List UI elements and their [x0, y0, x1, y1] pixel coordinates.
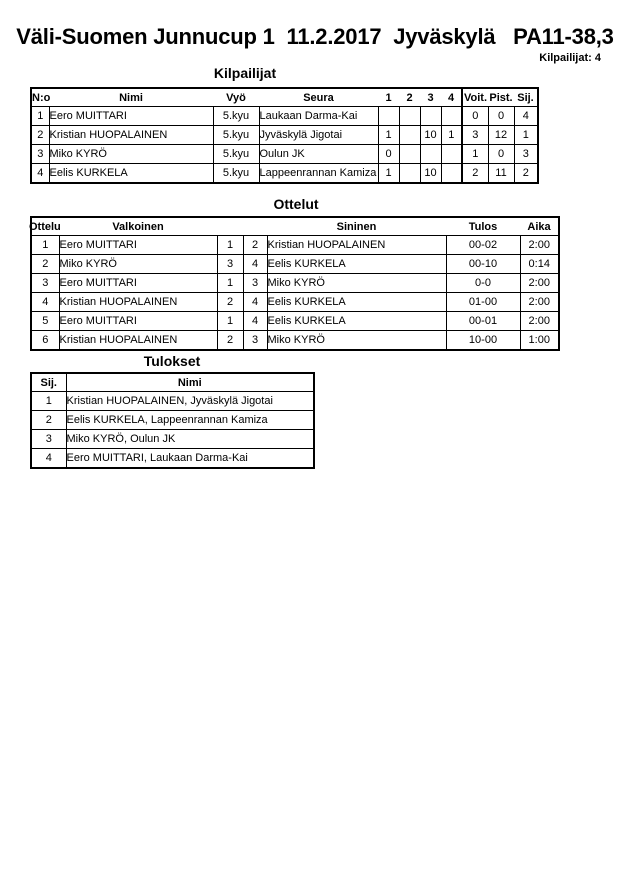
blue-number-cell: 3 [243, 331, 267, 351]
competitors-header-row [31, 88, 538, 107]
result-cell: 0-0 [446, 274, 520, 293]
name-club-cell: Eero MUITTARI, Laukaan Darma-Kai [66, 449, 314, 469]
match-row [31, 312, 559, 331]
col-round1-header: 1 [378, 88, 399, 107]
round3-score-cell: 10 [420, 164, 441, 184]
competitor-number-cell: 2 [31, 126, 49, 145]
competitor-row [31, 164, 538, 184]
match-number-cell: 6 [31, 331, 59, 351]
round4-score-cell [441, 107, 462, 126]
blue-name-cell: Eelis KURKELA [267, 293, 446, 312]
match-number-cell: 4 [31, 293, 59, 312]
competitor-row [31, 126, 538, 145]
round1-score-cell: 1 [378, 164, 399, 184]
round4-score-cell [441, 145, 462, 164]
matches-table [30, 216, 560, 351]
white-name-cell: Eero MUITTARI [59, 274, 217, 293]
time-cell: 2:00 [520, 312, 559, 331]
round1-score-cell [378, 107, 399, 126]
time-cell: 0:14 [520, 255, 559, 274]
competitor-name-cell: Kristian HUOPALAINEN [49, 126, 213, 145]
competitors-table [30, 87, 539, 184]
col-points-header: Pist. [488, 88, 514, 107]
blue-number-cell: 2 [243, 236, 267, 255]
col-round4-header: 4 [441, 88, 462, 107]
wins-cell: 3 [462, 126, 488, 145]
white-name-cell: Eero MUITTARI [59, 312, 217, 331]
match-row [31, 274, 559, 293]
col-result-header: Tulos [446, 217, 520, 236]
round1-score-cell: 1 [378, 126, 399, 145]
result-cell: 10-00 [446, 331, 520, 351]
blue-name-cell: Miko KYRÖ [267, 331, 446, 351]
name-club-cell: Kristian HUOPALAINEN, Jyväskylä Jigotai [66, 392, 314, 411]
blue-name-cell: Eelis KURKELA [267, 255, 446, 274]
competitors-section-heading: Kilpailijat [213, 65, 277, 81]
result-row [31, 430, 314, 449]
time-cell: 1:00 [520, 331, 559, 351]
result-cell: 00-02 [446, 236, 520, 255]
col-place-header: Sij. [31, 373, 66, 392]
matches-header-row [31, 217, 559, 236]
place-cell: 3 [31, 430, 66, 449]
match-row [31, 255, 559, 274]
competitor-number-cell: 3 [31, 145, 49, 164]
belt-cell: 5.kyu [213, 145, 259, 164]
name-club-cell: Eelis KURKELA, Lappeenrannan Kamiza [66, 411, 314, 430]
col-place-header: Sij. [514, 88, 538, 107]
result-cell: 00-10 [446, 255, 520, 274]
round3-score-cell [420, 107, 441, 126]
round1-score-cell: 0 [378, 145, 399, 164]
matches-section-heading: Ottelut [273, 196, 319, 212]
col-wins-header: Voit. [462, 88, 488, 107]
competitor-name-cell: Eelis KURKELA [49, 164, 213, 184]
match-row [31, 331, 559, 351]
blue-number-cell: 3 [243, 274, 267, 293]
competitor-number-cell: 4 [31, 164, 49, 184]
white-name-cell: Kristian HUOPALAINEN [59, 331, 217, 351]
col-white-header: Valkoinen [59, 217, 217, 236]
belt-cell: 5.kyu [213, 164, 259, 184]
place-cell: 4 [31, 449, 66, 469]
belt-cell: 5.kyu [213, 107, 259, 126]
competitor-row [31, 107, 538, 126]
white-number-cell: 3 [217, 255, 243, 274]
club-cell: Lappeenrannan Kamiza [259, 164, 378, 184]
round2-score-cell [399, 164, 420, 184]
white-name-cell: Eero MUITTARI [59, 236, 217, 255]
col-match-header: Ottelu [31, 217, 59, 236]
col-round3-header: 3 [420, 88, 441, 107]
white-number-cell: 2 [217, 331, 243, 351]
place-cell: 3 [514, 145, 538, 164]
result-row [31, 449, 314, 469]
blue-number-cell: 4 [243, 255, 267, 274]
round4-score-cell [441, 164, 462, 184]
round2-score-cell [399, 145, 420, 164]
round3-score-cell [420, 145, 441, 164]
col-blue-header: Sininen [267, 217, 446, 236]
blue-name-cell: Kristian HUOPALAINEN [267, 236, 446, 255]
white-number-cell: 1 [217, 236, 243, 255]
col-number-header: N:o [31, 88, 49, 107]
place-cell: 1 [514, 126, 538, 145]
points-cell: 12 [488, 126, 514, 145]
wins-cell: 1 [462, 145, 488, 164]
round2-score-cell [399, 126, 420, 145]
competitor-row [31, 145, 538, 164]
round2-score-cell [399, 107, 420, 126]
place-cell: 2 [514, 164, 538, 184]
result-row [31, 411, 314, 430]
blue-name-cell: Miko KYRÖ [267, 274, 446, 293]
col-time-header: Aika [520, 217, 559, 236]
time-cell: 2:00 [520, 236, 559, 255]
col-belt-header: Vyö [213, 88, 259, 107]
round4-score-cell: 1 [441, 126, 462, 145]
place-cell: 4 [514, 107, 538, 126]
match-number-cell: 5 [31, 312, 59, 331]
results-table [30, 372, 315, 469]
blue-number-cell: 4 [243, 312, 267, 331]
match-number-cell: 3 [31, 274, 59, 293]
col-round2-header: 2 [399, 88, 420, 107]
competitor-name-cell: Miko KYRÖ [49, 145, 213, 164]
wins-cell: 2 [462, 164, 488, 184]
page-title: Väli-Suomen Junnucup 1 11.2.2017 Jyväskylä PA11-38,3 [16, 24, 614, 49]
match-number-cell: 1 [31, 236, 59, 255]
belt-cell: 5.kyu [213, 126, 259, 145]
results-header-row [31, 373, 314, 392]
blue-name-cell: Eelis KURKELA [267, 312, 446, 331]
white-name-cell: Kristian HUOPALAINEN [59, 293, 217, 312]
points-cell: 0 [488, 145, 514, 164]
time-cell: 2:00 [520, 274, 559, 293]
club-cell: Jyväskylä Jigotai [259, 126, 378, 145]
match-row [31, 293, 559, 312]
results-section-heading: Tulokset [143, 353, 201, 369]
result-row [31, 392, 314, 411]
blue-number-cell: 4 [243, 293, 267, 312]
name-club-cell: Miko KYRÖ, Oulun JK [66, 430, 314, 449]
place-cell: 1 [31, 392, 66, 411]
white-number-cell: 2 [217, 293, 243, 312]
competitor-number-cell: 1 [31, 107, 49, 126]
white-number-cell: 1 [217, 274, 243, 293]
match-row [31, 236, 559, 255]
col-name-header: Nimi [49, 88, 213, 107]
white-number-cell: 1 [217, 312, 243, 331]
points-cell: 0 [488, 107, 514, 126]
col-name-header: Nimi [66, 373, 314, 392]
result-cell: 00-01 [446, 312, 520, 331]
club-cell: Oulun JK [259, 145, 378, 164]
col-club-header: Seura [259, 88, 378, 107]
points-cell: 11 [488, 164, 514, 184]
time-cell: 2:00 [520, 293, 559, 312]
white-name-cell: Miko KYRÖ [59, 255, 217, 274]
match-numbers-header-spacer [217, 217, 267, 236]
place-cell: 2 [31, 411, 66, 430]
round3-score-cell: 10 [420, 126, 441, 145]
result-cell: 01-00 [446, 293, 520, 312]
competitor-name-cell: Eero MUITTARI [49, 107, 213, 126]
wins-cell: 0 [462, 107, 488, 126]
club-cell: Laukaan Darma-Kai [259, 107, 378, 126]
match-number-cell: 2 [31, 255, 59, 274]
participants-count: Kilpailijat: 4 [539, 52, 601, 64]
